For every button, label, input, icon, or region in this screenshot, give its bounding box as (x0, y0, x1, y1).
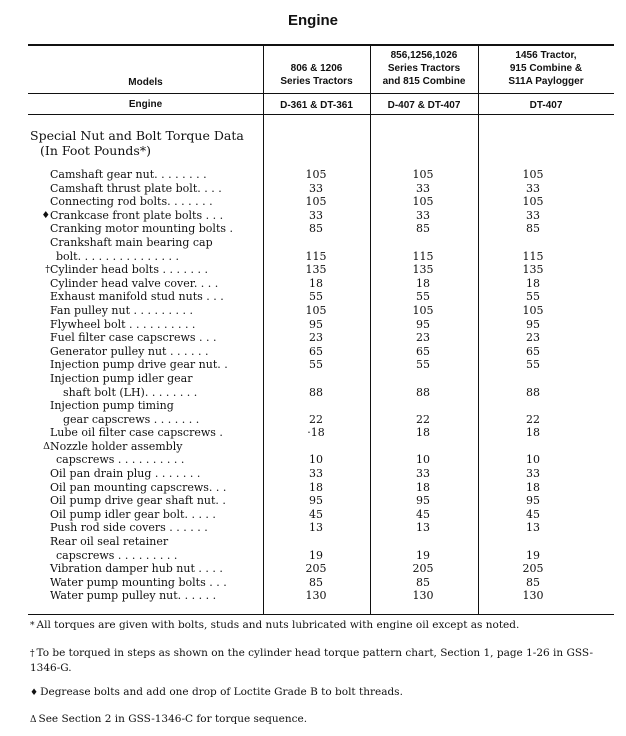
torque-value: 55 (526, 358, 540, 372)
torque-value: 33 (526, 467, 540, 481)
torque-value: 135 (305, 263, 327, 277)
row-label: Cylinder head bolts . . . . . . . (50, 263, 208, 277)
row-label: gear capscrews . . . . . . . (56, 412, 200, 426)
row-label: Nozzle holder assembly (50, 439, 183, 453)
row-label: Oil pan mounting capscrews. . . (50, 480, 227, 494)
footnote (30, 686, 610, 701)
table-row (0, 250, 626, 264)
row-label: Water pump mounting bolts . . . (50, 575, 227, 589)
torque-value: 33 (309, 208, 323, 222)
row-label: Oil pan drain plug . . . . . . . (50, 467, 201, 481)
row-label: shaft bolt (LH). . . . . . . . (56, 385, 198, 399)
table-row (0, 318, 626, 332)
torque-value: 85 (416, 222, 430, 236)
column-engine-1: D-361 & DT-361 (280, 100, 353, 111)
table-row (0, 440, 626, 454)
torque-value: 33 (416, 181, 430, 195)
table-row (0, 209, 626, 223)
torque-value: 105 (522, 168, 544, 181)
torque-value: 18 (416, 276, 430, 290)
torque-value: 85 (526, 222, 540, 236)
torque-value: 18 (416, 480, 430, 494)
table-row (0, 304, 626, 318)
footnote-text: All torques are given with bolts, studs and nuts lubricated with engine oil except as noted. (36, 619, 520, 631)
column-model-3-text: 1456 Tractor, 915 Combine & S11A Paylogger (508, 50, 584, 87)
engine-row-divider (28, 114, 614, 115)
column-model-1 (263, 62, 370, 88)
torque-value: 135 (412, 263, 434, 277)
torque-value: 135 (522, 263, 544, 277)
table-row (0, 426, 626, 440)
row-label: Water pump pulley nut. . . . . . (50, 589, 217, 603)
table-row (0, 263, 626, 277)
torque-value: 45 (526, 507, 540, 521)
footnote-mark: * (30, 621, 35, 631)
table-row (0, 508, 626, 522)
table-row (0, 277, 626, 291)
table-row (0, 576, 626, 590)
row-footnote-mark: Δ (43, 440, 50, 452)
table-row (0, 399, 626, 413)
row-label: Injection pump timing (50, 399, 174, 413)
torque-value: 45 (416, 507, 430, 521)
table-row (0, 195, 626, 209)
row-label: Crankshaft main bearing cap (50, 235, 213, 249)
torque-value: 105 (522, 303, 544, 317)
torque-value: 55 (526, 290, 540, 304)
torque-value: 105 (412, 303, 434, 317)
torque-value: 55 (416, 358, 430, 372)
torque-value: 33 (309, 467, 323, 481)
table-row (0, 535, 626, 549)
torque-value: 85 (309, 575, 323, 589)
torque-value: 105 (522, 195, 544, 209)
row-label: Injection pump idler gear (50, 371, 193, 385)
torque-value: 95 (309, 494, 323, 508)
torque-value: 33 (526, 181, 540, 195)
footnote-text: See Section 2 in GSS-1346-C for torque sequence. (38, 713, 308, 725)
torque-value: 105 (305, 303, 327, 317)
models-header: Models (128, 77, 163, 88)
row-label: Injection pump drive gear nut. . (50, 358, 228, 372)
footnote (30, 713, 610, 728)
row-label: Oil pump drive gear shaft nut. . (50, 494, 226, 508)
torque-value: 205 (412, 562, 434, 576)
row-label: Lube oil filter case capscrews . (50, 426, 223, 440)
row-label: Vibration damper hub nut . . . . (50, 562, 223, 576)
section-subtitle: (In Foot Pounds*) (40, 143, 151, 158)
torque-value: 130 (305, 589, 327, 603)
row-label: Oil pump idler gear bolt. . . . . (50, 507, 216, 521)
torque-value: 55 (309, 358, 323, 372)
column-model-3 (478, 49, 614, 88)
table-row (0, 372, 626, 386)
torque-value: 88 (416, 385, 430, 399)
torque-value: 65 (416, 344, 430, 358)
torque-value: 23 (309, 331, 323, 345)
torque-value: 130 (522, 589, 544, 603)
row-label: Connecting rod bolts. . . . . . . (50, 195, 213, 209)
torque-value: 65 (526, 344, 540, 358)
torque-value: 18 (416, 426, 430, 440)
torque-value: 130 (412, 589, 434, 603)
row-label: Cylinder head valve cover. . . . (50, 276, 219, 290)
torque-value: 85 (526, 575, 540, 589)
table-row (0, 182, 626, 196)
torque-value: 95 (309, 317, 323, 331)
torque-value: 18 (309, 276, 323, 290)
torque-value: 33 (416, 208, 430, 222)
column-engine-2: D-407 & DT-407 (387, 100, 461, 111)
section-title: Special Nut and Bolt Torque Data (30, 128, 244, 143)
column-model-2-text: 856,1256,1026 Series Tractors and 815 Combine (382, 50, 466, 87)
torque-value: 55 (309, 290, 323, 304)
table-row (0, 358, 626, 372)
torque-value: 22 (309, 412, 323, 426)
header-divider (28, 93, 614, 94)
footnote (30, 619, 610, 634)
torque-value: 33 (416, 467, 430, 481)
table-row (0, 168, 626, 182)
table-top-rule (28, 44, 614, 46)
column-model-1-text: 806 & 1206 Series Tractors (280, 63, 353, 87)
row-label: bolt. . . . . . . . . . . . . . . (56, 249, 180, 263)
torque-value: 23 (416, 331, 430, 345)
torque-value: 23 (526, 331, 540, 345)
table-row (0, 562, 626, 576)
row-footnote-mark: † (45, 264, 50, 276)
torque-value: 45 (309, 507, 323, 521)
torque-value: 10 (416, 453, 430, 467)
table-row (0, 413, 626, 427)
row-label: Camshaft gear nut. . . . . . . . (50, 168, 207, 181)
table-row (0, 386, 626, 400)
torque-value: 22 (416, 412, 430, 426)
torque-value: 105 (305, 168, 327, 181)
torque-value: 13 (526, 521, 540, 535)
page-title: Engine (287, 12, 338, 29)
table-row (0, 345, 626, 359)
torque-value: 22 (526, 412, 540, 426)
torque-value: 33 (526, 208, 540, 222)
torque-value: 19 (309, 548, 323, 562)
table-bottom-rule (28, 614, 614, 615)
torque-value: 33 (309, 181, 323, 195)
column-engine-3: DT-407 (529, 100, 563, 111)
row-footnote-mark: ♦ (41, 209, 50, 221)
column-model-2 (370, 49, 478, 88)
torque-value: 115 (412, 249, 434, 263)
section-heading (30, 128, 244, 158)
torque-value: 19 (526, 548, 540, 562)
torque-value: 13 (309, 521, 323, 535)
torque-value: 18 (526, 426, 540, 440)
engine-header: Engine (128, 99, 163, 110)
torque-value: 18 (526, 480, 540, 494)
row-label: Crankcase front plate bolts . . . (50, 208, 224, 222)
torque-value: 105 (412, 168, 434, 181)
torque-value: 85 (309, 222, 323, 236)
row-label: Camshaft thrust plate bolt. . . . (50, 181, 222, 195)
row-label: Push rod side covers . . . . . . (50, 521, 208, 535)
torque-value: 55 (416, 290, 430, 304)
table-row (0, 453, 626, 467)
table-row (0, 290, 626, 304)
torque-table-body (0, 168, 626, 603)
torque-value: 205 (522, 562, 544, 576)
table-row (0, 236, 626, 250)
torque-value: 18 (526, 276, 540, 290)
row-label: Fuel filter case capscrews . . . (50, 331, 217, 345)
row-label: Cranking motor mounting bolts . (50, 222, 233, 236)
torque-value: 88 (309, 385, 323, 399)
torque-value: 115 (305, 249, 327, 263)
footnote (30, 647, 610, 675)
row-label: Rear oil seal retainer (50, 535, 169, 549)
footnote-text: To be torqued in steps as shown on the cylinder head torque pattern chart, Section 1, page 1-26 in GSS-1346-G. (30, 647, 594, 674)
footnote-mark: ♦ (30, 688, 39, 698)
torque-value: 19 (416, 548, 430, 562)
table-row (0, 589, 626, 603)
table-row (0, 467, 626, 481)
row-label: Generator pulley nut . . . . . . (50, 344, 209, 358)
torque-value: 95 (526, 317, 540, 331)
torque-value: 88 (526, 385, 540, 399)
table-row (0, 549, 626, 563)
row-label: capscrews . . . . . . . . . . (56, 453, 185, 467)
torque-value: 105 (305, 195, 327, 209)
row-label: Fan pulley nut . . . . . . . . . (50, 303, 193, 317)
torque-value: 95 (526, 494, 540, 508)
table-row (0, 331, 626, 345)
torque-value: 10 (526, 453, 540, 467)
footnote-mark: † (30, 649, 35, 659)
torque-value: 95 (416, 494, 430, 508)
table-row (0, 222, 626, 236)
torque-value: 13 (416, 521, 430, 535)
torque-value: 65 (309, 344, 323, 358)
row-label: Flywheel bolt . . . . . . . . . . (50, 317, 196, 331)
torque-value: 205 (305, 562, 327, 576)
torque-value: ·18 (307, 426, 325, 440)
torque-value: 95 (416, 317, 430, 331)
row-label: Exhaust manifold stud nuts . . . (50, 290, 224, 304)
row-label: capscrews . . . . . . . . . (56, 548, 178, 562)
torque-value: 105 (412, 195, 434, 209)
torque-value: 85 (416, 575, 430, 589)
torque-value: 10 (309, 453, 323, 467)
table-row (0, 494, 626, 508)
torque-value: 18 (309, 480, 323, 494)
footnote-mark: Δ (30, 715, 37, 725)
footnote-text: Degrease bolts and add one drop of Loctite Grade B to bolt threads. (40, 686, 403, 698)
table-row (0, 481, 626, 495)
table-row (0, 521, 626, 535)
torque-value: 115 (522, 249, 544, 263)
